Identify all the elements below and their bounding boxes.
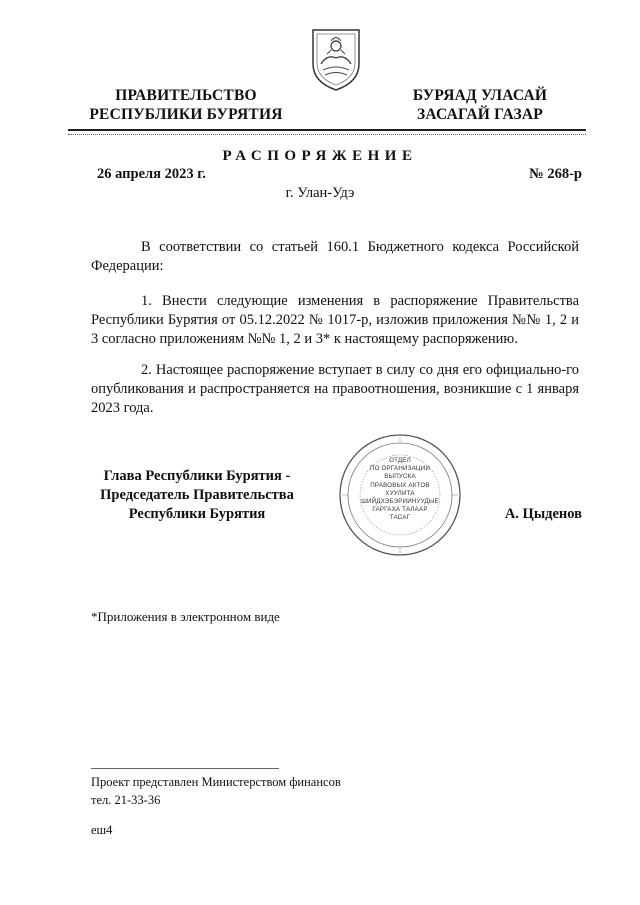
document-number: № 268-р [529, 166, 582, 182]
round-seal-icon [338, 433, 462, 557]
document-date: 26 апреля 2023 г. [97, 166, 206, 182]
signatory-position [84, 467, 310, 524]
item-2-paragraph [91, 361, 579, 418]
header-right [380, 86, 580, 124]
seal-line: ГАРГАХА ТАЛААР [372, 506, 428, 514]
item-1-text: 1. Внести следующие изменения в распоряжение Правительства Республики Бурятия от 05.12.2022 № 1017-р, изложив приложения №№ 1, 2 и 3 согласно приложениям №№ 1, 2 и 3* к настоящему распоряжению. [91, 293, 579, 347]
seal-line: ВЫПУСКА [384, 473, 416, 481]
org-name-ru-line1: ПРАВИТЕЛЬСТВО [115, 87, 257, 104]
position-line-2: Председатель Правительства [100, 487, 294, 503]
item-1-paragraph [91, 292, 579, 349]
seal-line: ПО ОРГАНИЗАЦИИ [369, 465, 431, 473]
position-line-3: Республики Бурятия [128, 506, 266, 522]
header-left [86, 86, 286, 124]
header-rule [68, 129, 586, 131]
signatory-name: А. Цыденов [504, 506, 582, 522]
org-name-ru-line2: РЕСПУБЛИКИ БУРЯТИЯ [89, 106, 283, 123]
document-title: РАСПОРЯЖЕНИЕ [222, 148, 418, 164]
seal-line: ПРАВОВЫХ АКТОВ [370, 481, 430, 489]
intro-text: В соответствии со статьей 160.1 Бюджетного кодекса Российской Федерации: [91, 239, 579, 274]
header-dotted-rule [68, 134, 586, 135]
seal-line: ШИЙДХЭБЭРИИНУУДЫЕ [361, 498, 439, 506]
document-city: г. Улан-Удэ [285, 185, 355, 201]
seal-text [360, 457, 440, 523]
org-name-bur-line1: БУРЯАД УЛАСАЙ [412, 87, 548, 104]
footnote: *Приложения в электронном виде [91, 609, 280, 624]
footer-phone: тел. 21-33-36 [91, 793, 161, 807]
seal-line: ОТДЕЛ [389, 457, 411, 464]
seal-line: ТАСАГ [389, 514, 411, 522]
seal-line: ХУУЛИТА [385, 489, 415, 497]
footer-rule [91, 768, 279, 769]
coat-of-arms-icon [309, 24, 363, 92]
intro-paragraph [91, 238, 579, 276]
footer-code: еш4 [91, 823, 113, 837]
item-2-text: 2. Настоящее распоряжение вступает в силу со дня его официально-го опубликования и распространяется на правоотношения, возникшие с 1 января 2023 года. [91, 362, 579, 416]
position-line-1: Глава Республики Бурятия - [103, 468, 291, 484]
footer-prepared-by: Проект представлен Министерством финансов [91, 775, 341, 789]
org-name-bur-line2: ЗАСАГАЙ ГАЗАР [417, 106, 543, 123]
